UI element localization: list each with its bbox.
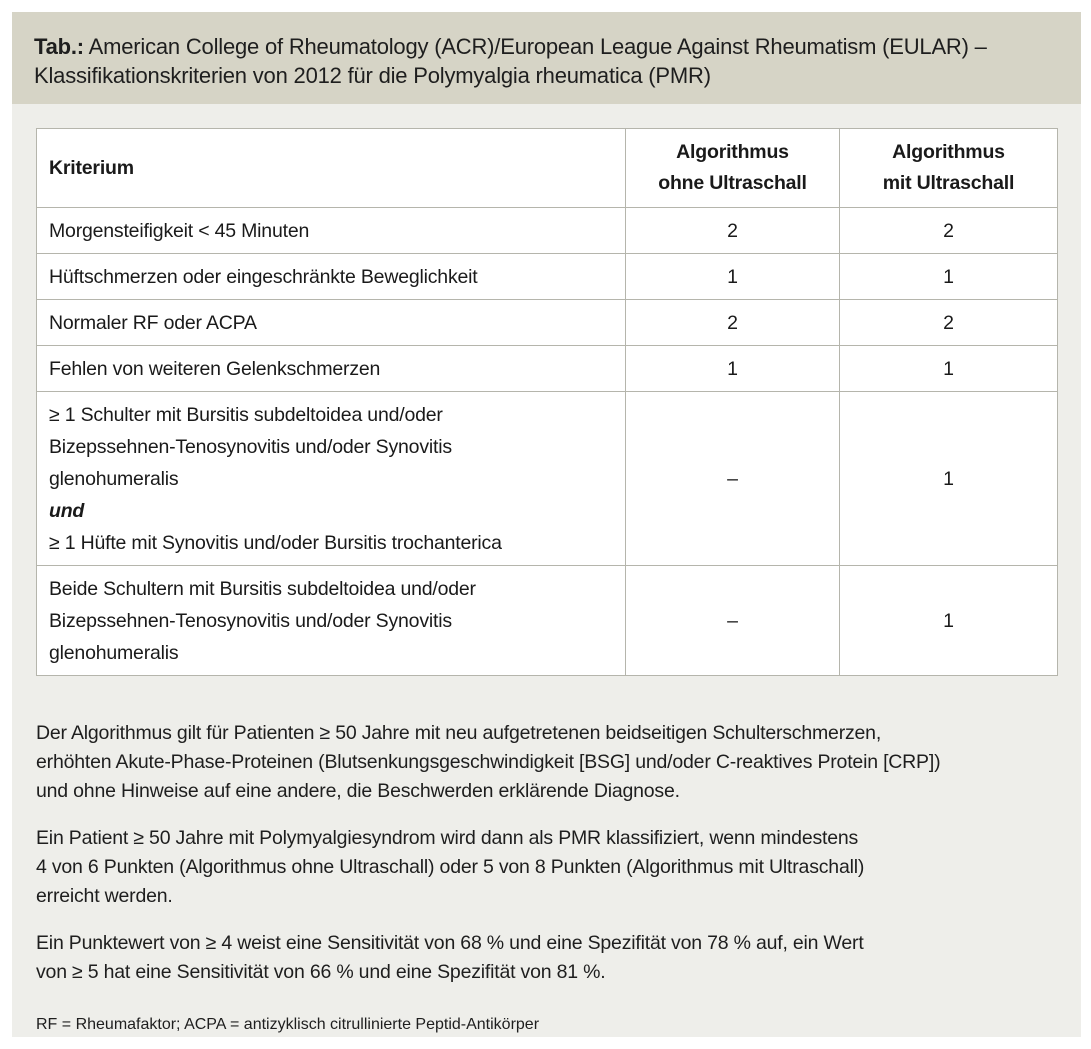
criterion-line: glenohumeralis [49, 641, 179, 664]
column-header-criterion: Kriterium [37, 129, 626, 208]
note-line: erreicht werden. [36, 885, 173, 907]
score-without-ultrasound: 1 [626, 346, 840, 392]
note-line: erhöhten Akute-Phase-Proteinen (Blutsenkungsgeschwindigkeit [BSG] und/oder C-reaktives Protein [CRP]) [36, 751, 941, 773]
column-header-without-line2: ohne Ultraschall [658, 172, 807, 194]
criterion-line: ≥ 1 Schulter mit Bursitis subdeltoidea und/oder [49, 403, 443, 426]
abbreviations-footnote: RF = Rheumafaktor; ACPA = antizyklisch citrullinierte Peptid-Antikörper [36, 1016, 540, 1033]
note-line: von ≥ 5 hat eine Sensitivität von 66 % und eine Spezifität von 81 %. [36, 961, 606, 983]
criterion-cell [37, 392, 626, 566]
table-row [37, 254, 1058, 300]
criterion-cell: Hüftschmerzen oder eingeschränkte Beweglichkeit [37, 254, 626, 300]
table-panel [12, 12, 1081, 1037]
criterion-line: glenohumeralis [49, 467, 179, 490]
table-title [34, 32, 1064, 90]
score-without-ultrasound: 2 [626, 300, 840, 346]
table-row [37, 566, 1058, 676]
score-with-ultrasound: 1 [840, 254, 1058, 300]
table-row [37, 392, 1058, 566]
criterion-cell: Morgensteifigkeit < 45 Minuten [37, 208, 626, 254]
score-with-ultrasound: 2 [840, 208, 1058, 254]
criterion-line: Bizepssehnen-Tenosynovitis und/oder Synovitis [49, 609, 452, 632]
note-line: Ein Punktewert von ≥ 4 weist eine Sensitivität von 68 % und eine Spezifität von 78 % auf, ein Wert [36, 932, 864, 954]
table-row [37, 208, 1058, 254]
column-header-with-line1: Algorithmus [892, 141, 1005, 163]
score-with-ultrasound: 1 [840, 346, 1058, 392]
note-paragraph [36, 824, 1056, 911]
column-header-with-line2: mit Ultraschall [882, 172, 1015, 194]
table-title-prefix: Tab.: [34, 34, 84, 59]
note-line: und ohne Hinweise auf eine andere, die Beschwerden erklärende Diagnose. [36, 780, 680, 802]
criteria-table [36, 128, 1058, 676]
criterion-line: Beide Schultern mit Bursitis subdeltoidea und/oder [49, 577, 476, 600]
column-header-with-ultrasound [840, 129, 1058, 208]
score-without-ultrasound: 2 [626, 208, 840, 254]
criterion-line: ≥ 1 Hüfte mit Synovitis und/oder Bursitis trochanterica [49, 531, 502, 554]
criterion-connector: und [49, 499, 85, 522]
criterion-cell: Fehlen von weiteren Gelenkschmerzen [37, 346, 626, 392]
column-header-without-ultrasound [626, 129, 840, 208]
criterion-cell: Normaler RF oder ACPA [37, 300, 626, 346]
table-row [37, 346, 1058, 392]
score-without-ultrasound: – [626, 392, 840, 566]
table-header-bar [12, 12, 1081, 104]
score-with-ultrasound: 1 [840, 566, 1058, 676]
score-with-ultrasound: 1 [840, 392, 1058, 566]
note-line: Ein Patient ≥ 50 Jahre mit Polymyalgiesyndrom wird dann als PMR klassifiziert, wenn mindestens [36, 827, 859, 849]
table-title-text: American College of Rheumatology (ACR)/European League Against Rheumatism (EULAR) – Klassifikationskriterien von 2012 für die Polymyalgia rheumatica (PMR) [34, 34, 987, 88]
score-without-ultrasound: 1 [626, 254, 840, 300]
criterion-cell [37, 566, 626, 676]
table-row [37, 300, 1058, 346]
score-with-ultrasound: 2 [840, 300, 1058, 346]
column-header-without-line1: Algorithmus [676, 141, 789, 163]
note-line: 4 von 6 Punkten (Algorithmus ohne Ultraschall) oder 5 von 8 Punkten (Algorithmus mit Ultraschall) [36, 856, 865, 878]
criterion-line: Bizepssehnen-Tenosynovitis und/oder Synovitis [49, 435, 452, 458]
note-paragraph [36, 719, 1056, 806]
note-line: Der Algorithmus gilt für Patienten ≥ 50 Jahre mit neu aufgetretenen beidseitigen Schulterschmerzen, [36, 722, 882, 744]
score-without-ultrasound: – [626, 566, 840, 676]
note-paragraph [36, 929, 1056, 987]
explanatory-notes [36, 719, 1056, 1005]
table-header-row [37, 129, 1058, 208]
